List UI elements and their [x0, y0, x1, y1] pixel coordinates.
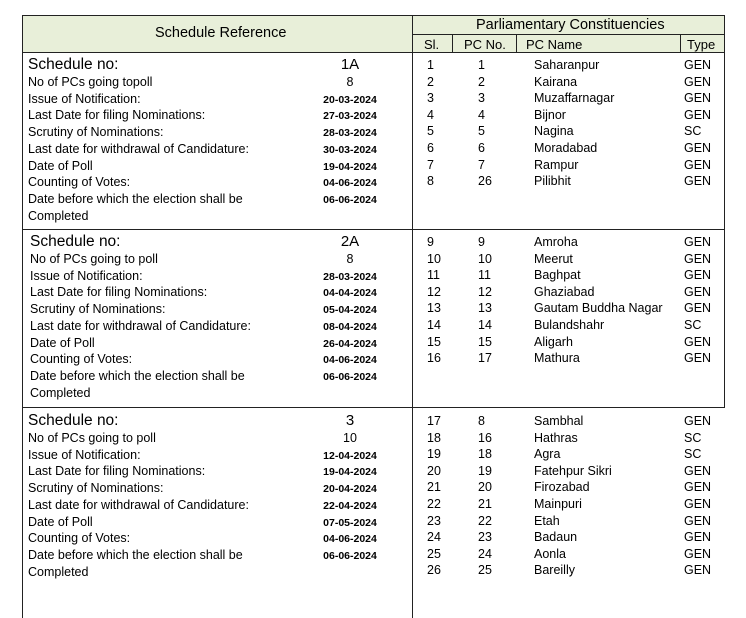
constituency-sl: 4: [427, 107, 434, 122]
date-value: 28-03-2024: [323, 270, 377, 283]
constituency-sl: 13: [427, 301, 441, 316]
field-label: Completed: [30, 385, 91, 400]
constituency-sl: 7: [427, 157, 434, 172]
field-label: Last date for withdrawal of Candidature:: [28, 141, 249, 156]
constituency-name: Rampur: [534, 157, 579, 172]
constituency-pc-no: 13: [478, 301, 492, 316]
constituency-sl: 16: [427, 351, 441, 366]
constituency-type: SC: [684, 430, 702, 445]
field-label: Counting of Votes:: [30, 352, 133, 367]
constituency-sl: 14: [427, 318, 441, 332]
constituency-sl: 18: [427, 430, 441, 445]
constituency-sl: 19: [427, 447, 441, 462]
field-label: No of PCs going to poll: [28, 431, 156, 445]
constituency-pc-no: 10: [478, 251, 492, 266]
field-label: Date before which the election shall be: [28, 191, 243, 206]
constituency-pc-no: 20: [478, 480, 492, 495]
constituency-name: Sambhal: [534, 414, 584, 428]
date-value: 20-03-2024: [323, 93, 377, 106]
constituency-type: GEN: [684, 141, 712, 155]
constituency-pc-no: 19: [478, 463, 492, 478]
field-label: No of PCs going to poll: [30, 252, 158, 266]
constituency-type: GEN: [684, 546, 712, 561]
field-label: Date before which the election shall be: [28, 547, 243, 562]
field-label: No of PCs going topoll: [28, 75, 153, 89]
constituency-name: Badaun: [534, 530, 578, 545]
constituency-name: Saharanpur: [534, 58, 600, 72]
constituency-sl: 5: [427, 124, 434, 139]
constituency-name: Moradabad: [534, 141, 598, 155]
constituency-type: GEN: [684, 334, 712, 349]
constituency-pc-no: 5: [478, 124, 485, 139]
constituency-name: Pilibhit: [534, 174, 571, 189]
date-value: 12-04-2024: [323, 449, 377, 462]
date-value: 19-04-2024: [323, 466, 377, 479]
column-header-pc-no: PC No.: [464, 37, 506, 52]
field-label: Scrutiny of Nominations:: [28, 481, 164, 496]
field-label: Scrutiny of Nominations:: [28, 125, 164, 140]
field-label: Date of Poll: [28, 158, 93, 173]
constituency-pc-no: 21: [478, 497, 492, 511]
date-value: 27-03-2024: [323, 110, 377, 123]
constituency-name: Meerut: [534, 251, 573, 266]
constituency-type: GEN: [684, 463, 712, 478]
constituency-type: GEN: [684, 513, 712, 528]
table-right-border: [724, 229, 725, 407]
date-value: 05-04-2024: [323, 304, 377, 317]
parliamentary-constituencies-heading: Parliamentary Constituencies: [476, 17, 665, 33]
field-label: Issue of Notification:: [28, 91, 141, 106]
constituency-type: GEN: [684, 563, 712, 578]
pc-count-value: 10: [343, 431, 357, 445]
constituency-pc-no: 16: [478, 430, 492, 445]
constituency-name: Nagina: [534, 124, 574, 139]
field-label: Completed: [28, 564, 89, 579]
date-value: 06-06-2024: [323, 193, 377, 206]
constituency-type: GEN: [684, 414, 712, 428]
constituency-pc-no: 22: [478, 513, 492, 528]
constituency-sl: 2: [427, 74, 434, 89]
constituency-sl: 23: [427, 513, 441, 528]
constituency-type: GEN: [684, 107, 712, 122]
column-divider-type: [680, 34, 681, 52]
constituency-sl: 20: [427, 463, 441, 478]
date-value: 04-04-2024: [323, 287, 377, 300]
date-value: 06-06-2024: [323, 549, 377, 562]
constituency-name: Bijnor: [534, 107, 566, 122]
date-value: 28-03-2024: [323, 127, 377, 140]
schedule-number: 3: [345, 412, 355, 429]
constituency-sl: 3: [427, 91, 434, 106]
constituency-name: Fatehpur Sikri: [534, 463, 612, 478]
constituency-sl: 11: [427, 268, 440, 283]
column-header-pc-name: PC Name: [526, 37, 583, 52]
constituency-name: Baghpat: [534, 268, 581, 283]
constituency-type: GEN: [684, 351, 712, 366]
constituency-sl: 25: [427, 546, 441, 561]
schedule-no-label: Schedule no:: [28, 412, 119, 429]
table-left-border: [22, 15, 23, 618]
constituency-sl: 17: [427, 414, 441, 428]
field-label: Date of Poll: [30, 335, 95, 350]
header-subdivider: [412, 34, 725, 35]
constituency-pc-no: 11: [478, 268, 491, 283]
constituency-sl: 26: [427, 563, 441, 578]
field-label: Last Date for filing Nominations:: [28, 464, 206, 479]
constituency-sl: 15: [427, 334, 441, 349]
constituency-name: Gautam Buddha Nagar: [534, 301, 663, 316]
field-label: Counting of Votes:: [28, 531, 131, 546]
constituency-pc-no: 9: [478, 235, 485, 249]
field-label: Issue of Notification:: [28, 447, 141, 462]
date-value: 06-06-2024: [323, 370, 377, 383]
column-divider-sl: [452, 34, 453, 52]
constituency-type: GEN: [684, 284, 712, 299]
field-label: Last Date for filing Nominations:: [30, 285, 208, 300]
constituency-name: Bareilly: [534, 563, 575, 578]
pc-count-value: 8: [346, 75, 354, 89]
constituency-pc-no: 25: [478, 563, 492, 578]
column-header-sl: Sl.: [424, 37, 440, 52]
date-value: 08-04-2024: [323, 320, 377, 333]
constituency-sl: 24: [427, 530, 441, 545]
constituency-type: GEN: [684, 530, 712, 545]
table-right-border: [724, 15, 725, 229]
constituency-name: Amroha: [534, 235, 578, 249]
constituency-name: Mathura: [534, 351, 580, 366]
field-label: Counting of Votes:: [28, 175, 131, 190]
schedule-number: 1A: [340, 56, 360, 73]
constituency-type: GEN: [684, 235, 712, 249]
constituency-name: Muzaffarnagar: [534, 91, 615, 106]
schedule-1-bottom-border: [22, 229, 725, 230]
constituency-pc-no: 8: [478, 414, 485, 428]
constituency-name: Etah: [534, 513, 560, 528]
constituency-pc-no: 3: [478, 91, 485, 106]
constituency-type: GEN: [684, 157, 712, 172]
section-divider: [412, 15, 413, 618]
field-label: Last date for withdrawal of Candidature:: [30, 318, 251, 333]
constituency-type: GEN: [684, 174, 712, 189]
constituency-name: Aligarh: [534, 334, 573, 349]
table-top-border: [22, 15, 725, 16]
constituency-pc-no: 15: [478, 334, 492, 349]
constituency-pc-no: 6: [478, 141, 485, 155]
schedule-2-bottom-border: [22, 407, 725, 408]
constituency-type: GEN: [684, 268, 712, 283]
date-value: 04-06-2024: [323, 354, 377, 367]
constituency-type: GEN: [684, 251, 712, 266]
pc-count-value: 8: [346, 252, 354, 266]
constituency-sl: 6: [427, 141, 434, 155]
constituency-type: GEN: [684, 58, 712, 72]
column-divider-pcno: [516, 34, 517, 52]
date-value: 07-05-2024: [323, 516, 377, 529]
constituency-type: SC: [684, 447, 702, 462]
constituency-pc-no: 12: [478, 284, 492, 299]
constituency-sl: 9: [427, 235, 434, 249]
constituency-type: GEN: [684, 91, 712, 106]
header-bottom-border: [22, 52, 725, 53]
constituency-sl: 1: [427, 58, 434, 72]
constituency-sl: 12: [427, 284, 441, 299]
constituency-pc-no: 24: [478, 546, 492, 561]
field-label: Date of Poll: [28, 514, 93, 529]
constituency-type: SC: [684, 318, 702, 332]
constituency-pc-no: 4: [478, 107, 485, 122]
constituency-pc-no: 1: [478, 58, 485, 72]
column-header-type: Type: [687, 37, 716, 52]
date-value: 04-06-2024: [323, 177, 377, 190]
date-value: 04-06-2024: [323, 533, 377, 546]
constituency-sl: 22: [427, 497, 441, 511]
constituency-name: Agra: [534, 447, 561, 462]
constituency-pc-no: 18: [478, 447, 492, 462]
constituency-pc-no: 7: [478, 157, 485, 172]
constituency-type: GEN: [684, 497, 712, 511]
constituency-pc-no: 26: [478, 174, 492, 189]
schedule-reference-heading: Schedule Reference: [155, 25, 287, 41]
constituency-type: SC: [684, 124, 702, 139]
schedule-no-label: Schedule no:: [30, 233, 121, 250]
date-value: 20-04-2024: [323, 483, 377, 496]
constituency-name: Aonla: [534, 546, 566, 561]
field-label: Last date for withdrawal of Candidature:: [28, 497, 249, 512]
constituency-name: Firozabad: [534, 480, 590, 495]
date-value: 30-03-2024: [323, 143, 377, 156]
field-label: Date before which the election shall be: [30, 368, 245, 383]
field-label: Issue of Notification:: [30, 268, 143, 283]
constituency-pc-no: 23: [478, 530, 492, 545]
constituency-name: Hathras: [534, 430, 578, 445]
schedule-no-label: Schedule no:: [28, 56, 119, 73]
constituency-sl: 21: [427, 480, 441, 495]
constituency-type: GEN: [684, 301, 712, 316]
constituency-pc-no: 14: [478, 318, 492, 332]
constituency-type: GEN: [684, 480, 712, 495]
constituency-name: Kairana: [534, 74, 578, 89]
date-value: 22-04-2024: [323, 499, 377, 512]
schedule-number: 2A: [340, 233, 360, 250]
constituency-name: Mainpuri: [534, 497, 582, 511]
constituency-name: Bulandshahr: [534, 318, 605, 332]
date-value: 26-04-2024: [323, 337, 377, 350]
constituency-name: Ghaziabad: [534, 284, 595, 299]
constituency-type: GEN: [684, 74, 712, 89]
field-label: Completed: [28, 208, 89, 223]
constituency-sl: 8: [427, 174, 434, 189]
field-label: Last Date for filing Nominations:: [28, 108, 206, 123]
date-value: 19-04-2024: [323, 160, 377, 173]
constituency-pc-no: 17: [478, 351, 492, 366]
field-label: Scrutiny of Nominations:: [30, 302, 166, 317]
constituency-sl: 10: [427, 251, 441, 266]
constituency-pc-no: 2: [478, 74, 485, 89]
